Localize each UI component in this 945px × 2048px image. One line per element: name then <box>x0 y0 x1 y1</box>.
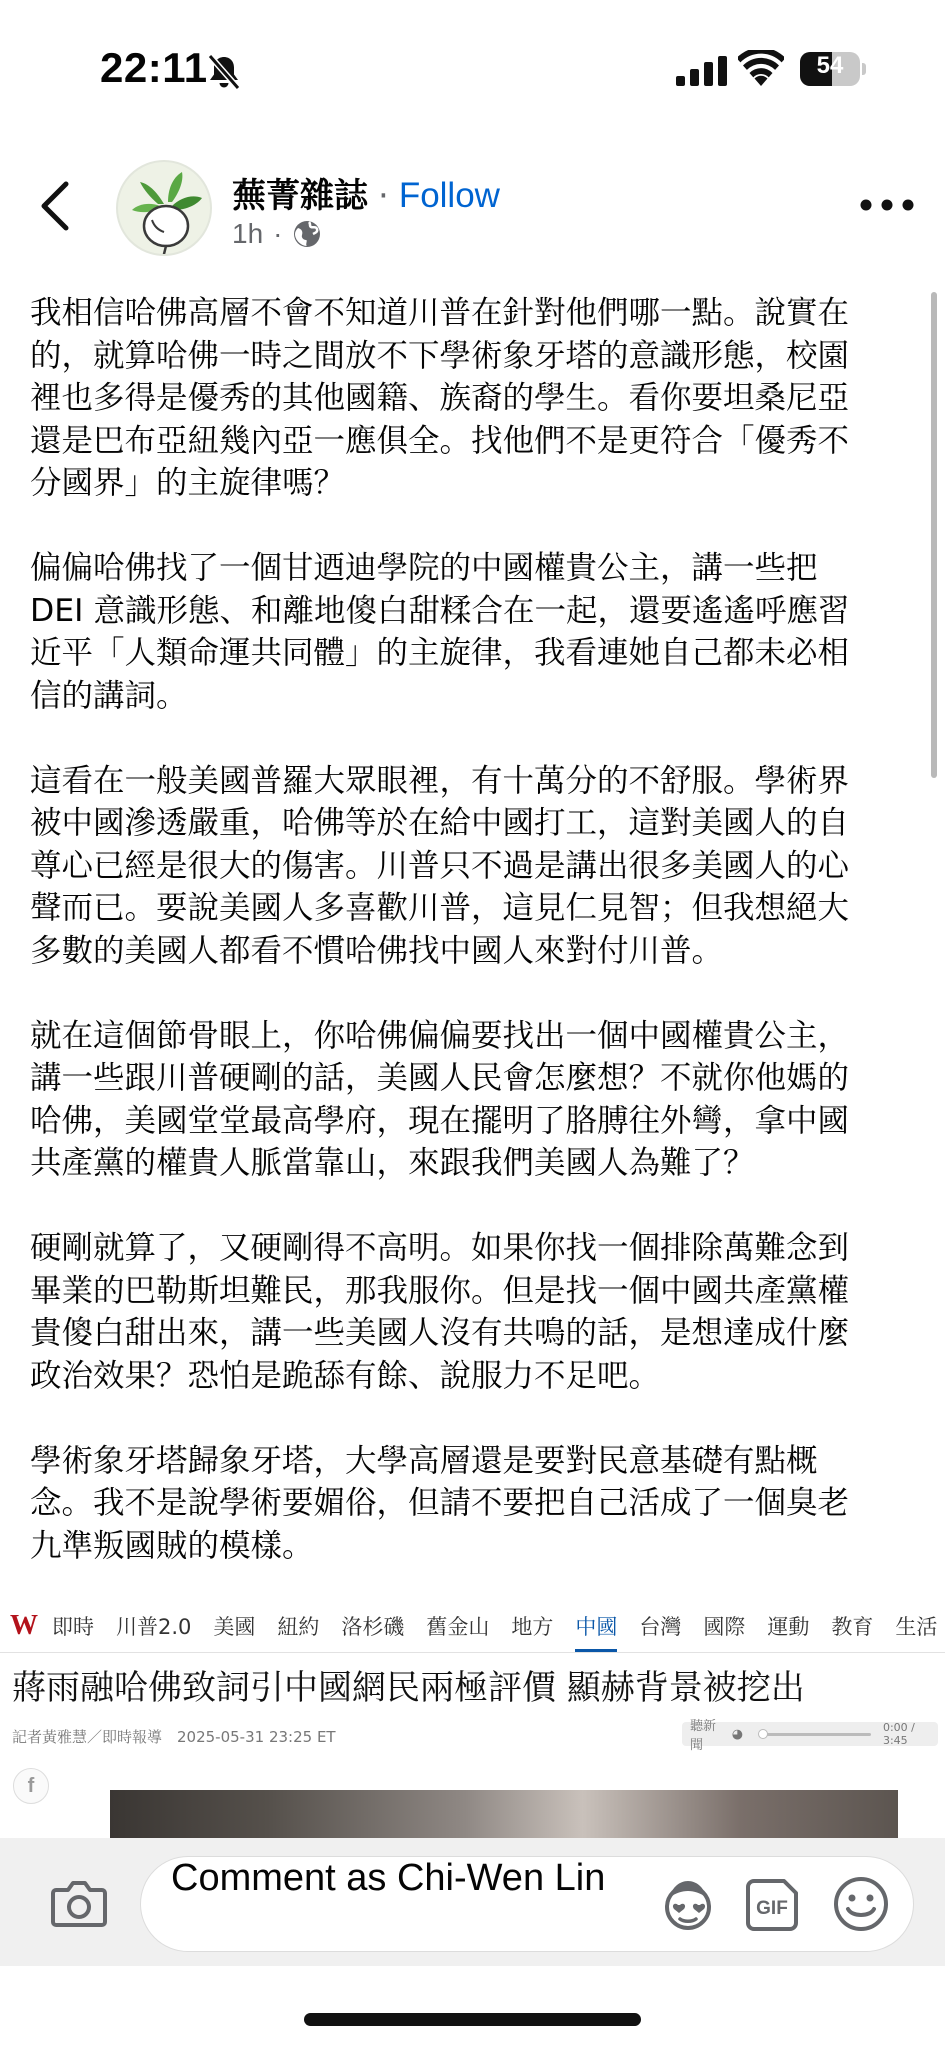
post-line: 我相信哈佛高層不會不知道川普在針對他們哪一點。說實在 <box>30 295 850 331</box>
news-headline: 蔣雨融哈佛致詞引中國網民兩極評價 顯赫背景被挖出 <box>12 1668 805 1708</box>
post-line: 硬剛就算了，又硬剛得不高明。如果你找一個排除萬難念到 <box>30 1230 850 1266</box>
post-line: 還是巴布亞紐幾內亞一應俱全。找他們不是更符合「優秀不 <box>30 422 850 459</box>
post-paragraph <box>30 292 920 505</box>
post-line: 聲而已。要說美國人多喜歡川普，這見仁見智；但我想絕大 <box>30 890 850 926</box>
more-options-button[interactable] <box>858 190 916 220</box>
post-paragraph <box>30 547 920 717</box>
gif-label: GIF <box>756 1898 788 1919</box>
news-logo: W <box>10 1610 38 1641</box>
post-line: 的，就算哈佛一時之間放不下學術象牙塔的意識形態，校園 <box>30 337 850 374</box>
name-separator: · <box>378 176 389 216</box>
meta-separator: · <box>273 218 283 249</box>
globe-icon <box>292 219 322 249</box>
page-avatar[interactable] <box>116 160 212 256</box>
audio-time: 0:00 / 3:45 <box>882 1721 915 1747</box>
post-line: 分國界」的主旋律嗎？ <box>30 465 346 501</box>
post-line: 這看在一般美國普羅大眾眼裡，有十萬分的不舒服。學術界 <box>30 762 850 799</box>
news-photo <box>110 1790 898 1840</box>
post-line: 念。我不是說學術要媚俗，但請不要把自己活成了一個臭老 <box>30 1485 850 1521</box>
news-nav-item: 洛杉磯 <box>341 1615 405 1639</box>
news-nav-item: 美國 <box>213 1615 256 1639</box>
news-nav <box>0 1600 945 1652</box>
news-nav-item-active: 中國 <box>575 1611 617 1641</box>
news-nav-item: 地方 <box>511 1615 554 1639</box>
post-paragraph <box>30 1440 920 1568</box>
headphone-icon: ◕ <box>731 1726 744 1742</box>
post-line: 貴傻白甜出來，講一些美國人沒有共鳴的話，是想達成什麼 <box>30 1315 850 1351</box>
scrollbar[interactable] <box>931 292 937 778</box>
audio-knob <box>758 1729 768 1739</box>
news-nav-item: 即時 <box>52 1615 94 1639</box>
post-meta <box>232 218 322 250</box>
page-name-row <box>232 168 500 217</box>
bell-slash-icon <box>204 52 244 92</box>
post-line: 講一些跟川普硬剛的話，美國人民會怎麼想？不就你他媽的 <box>30 1060 850 1096</box>
news-nav-item: 生活 <box>895 1615 938 1639</box>
post-paragraph <box>30 760 920 973</box>
news-nav-item: 舊金山 <box>426 1615 490 1639</box>
status-bar <box>0 0 945 140</box>
post-line: 裡也多得是優秀的其他國籍、族裔的學生。看你要坦桑尼亞 <box>30 380 850 416</box>
post-timestamp[interactable]: 1h <box>232 218 264 249</box>
post-line: 信的講詞。 <box>30 677 188 714</box>
post-body <box>30 292 920 1610</box>
news-nav-item: 紐約 <box>277 1615 320 1639</box>
news-nav-item: 教育 <box>831 1615 874 1639</box>
post-line: 共產黨的權貴人脈當靠山，來跟我們美國人為難了？ <box>30 1145 755 1181</box>
status-time: 22:11 <box>100 44 208 91</box>
post-line: 偏偏哈佛找了一個甘迺迪學院的中國權貴公主，講一些把 <box>30 550 818 586</box>
news-audio-player <box>682 1719 938 1753</box>
attached-news-screenshot[interactable] <box>0 1600 945 1840</box>
post-line: 九準叛國賊的模樣。 <box>30 1527 314 1564</box>
news-divider <box>0 1652 945 1653</box>
post-line: 就在這個節骨眼上，你哈佛偏偏要找出一個中國權貴公主， <box>30 1017 850 1054</box>
wifi-icon <box>738 50 784 88</box>
post-line: 近平「人類命運共同體」的主旋律，我看連她自己都未必相 <box>30 635 850 671</box>
cellular-signal-icon <box>676 56 728 86</box>
listen-label: 聽新聞 <box>690 1719 717 1753</box>
post-line: 政治效果？恐怕是跪舔有餘、說服力不足吧。 <box>30 1357 661 1394</box>
post-paragraph <box>30 1227 920 1397</box>
post-line: 哈佛，美國堂堂最高學府，現在擺明了胳膊往外彎，拿中國 <box>30 1102 850 1139</box>
news-nav-item: 國際 <box>703 1615 746 1639</box>
camera-button[interactable] <box>50 1878 108 1928</box>
battery-level: 54 <box>816 52 844 79</box>
post-paragraph <box>30 1015 920 1185</box>
follow-button[interactable]: Follow <box>398 176 500 215</box>
gif-icon <box>746 1877 800 1933</box>
comment-placeholder: Comment as Chi-Wen Lin <box>171 1857 606 1899</box>
home-indicator[interactable] <box>304 2013 641 2026</box>
post-line: 被中國滲透嚴重，哈佛等於在給中國打工，這對美國人的自 <box>30 805 850 841</box>
news-nav-item: 運動 <box>767 1615 810 1639</box>
post-line: 尊心已經是很大的傷害。川普只不過是講出很多美國人的心 <box>30 847 850 884</box>
emoji-icon[interactable] <box>832 1875 890 1933</box>
facebook-icon: f <box>13 1768 49 1804</box>
gif-button[interactable] <box>746 1877 800 1933</box>
page-name[interactable]: 蕪菁雜誌 <box>232 176 368 216</box>
news-nav-item: 川普2.0 <box>116 1615 192 1639</box>
audio-track <box>761 1733 871 1736</box>
post-line: 學術象牙塔歸象牙塔，大學高層還是要對民意基礎有點概 <box>30 1442 818 1479</box>
news-byline: 記者黃雅慧／即時報導 2025-05-31 23:25 ET <box>12 1728 336 1746</box>
turnip-logo-icon <box>118 162 212 256</box>
post-line: 畢業的巴勒斯坦難民，那我服你。但是找一個中國共產黨權 <box>30 1272 850 1309</box>
post-line: 多數的美國人都看不慣哈佛找中國人來對付川普。 <box>30 932 724 969</box>
back-button[interactable] <box>34 178 78 234</box>
post-line: DEI 意識形態、和離地傻白甜糅合在一起，還要遙遙呼應習 <box>30 592 850 629</box>
battery-icon <box>800 52 866 86</box>
news-nav-item: 台灣 <box>639 1615 682 1639</box>
avatar-sticker-icon[interactable] <box>660 1877 716 1933</box>
